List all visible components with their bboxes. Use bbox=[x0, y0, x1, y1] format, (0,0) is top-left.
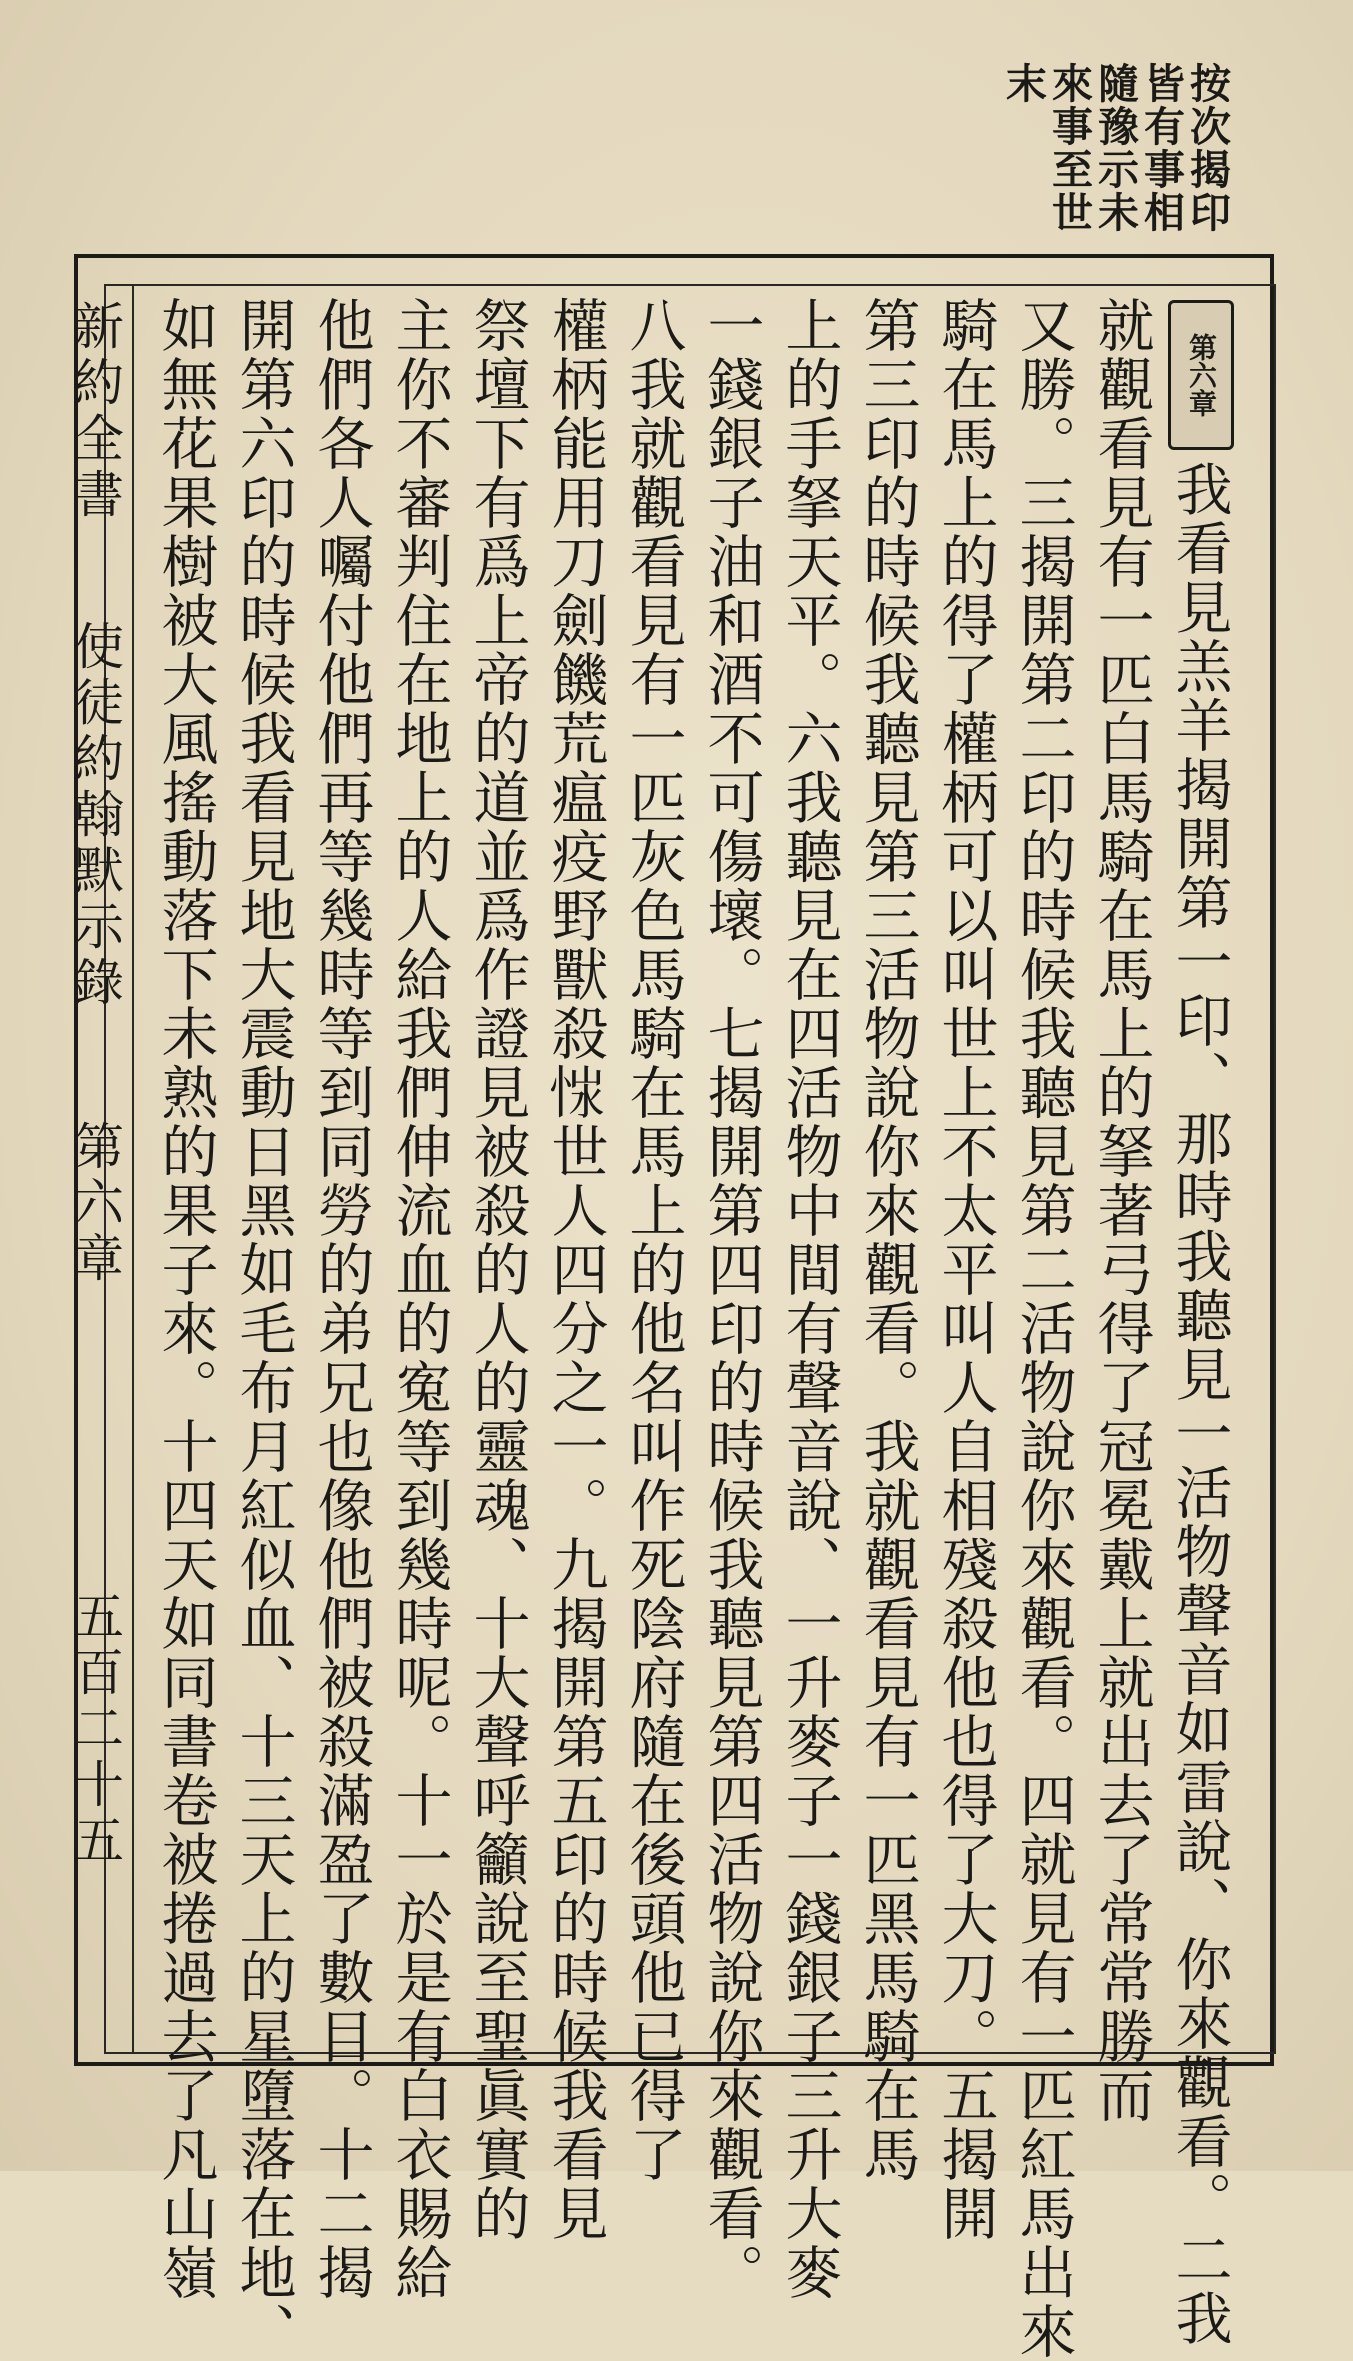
margin-book-name: 使徒約翰默示錄 bbox=[66, 620, 124, 1012]
text-column-5: 第三印的時候我聽見第三活物說你來觀看。我就觀看見有一匹黑馬騎在馬 bbox=[854, 296, 920, 2184]
text-column-1: 我看見羔羊揭開第一印、那時我聽見一活物聲音如雷說、你來觀看。二我 bbox=[1166, 460, 1232, 2348]
text-column-10: 祭壇下有爲上帝的道並爲作證見被殺的人的靈魂、十大聲呼籲說至聖眞實的 bbox=[464, 296, 530, 2243]
margin-divider bbox=[132, 284, 134, 2054]
text-column-7: 一錢銀子油和酒不可傷壞。七揭開第四印的時候我聽見第四活物說你來觀看。 bbox=[698, 296, 764, 2302]
text-column-8: 八我就觀看見有一匹灰色馬騎在馬上的他名叫作死陰府隨在後頭他已得了 bbox=[620, 296, 686, 2184]
margin-book-title: 新約全書 bbox=[66, 300, 124, 524]
text-column-11: 主你不審判住在地上的人給我們伸流血的寃等到幾時呢。十一於是有白衣賜給 bbox=[386, 296, 452, 2302]
headnote-column-2: 皆有事相 bbox=[1137, 62, 1185, 234]
text-column-12: 他們各人囑付他們再等幾時等到同勞的弟兄也像他們被殺滿盈了數目。十二揭 bbox=[308, 296, 374, 2302]
headnote-column-5: 末 bbox=[999, 62, 1047, 105]
text-column-3: 又勝。三揭開第二印的時候我聽見第二活物說你來觀看。四就見有一匹紅馬出來 bbox=[1010, 296, 1076, 2361]
margin-chapter: 第六章 bbox=[66, 1120, 124, 1288]
headnote-column-3: 隨豫示未 bbox=[1091, 62, 1139, 234]
text-column-6: 上的手拏天平。六我聽見在四活物中間有聲音說、一升麥子一錢銀子三升大麥 bbox=[776, 296, 842, 2302]
headnote-column-1: 按次揭印 bbox=[1183, 62, 1231, 234]
text-column-2: 就觀看見有一匹白馬騎在馬上的拏著弓得了冠冕戴上就出去了常常勝而 bbox=[1088, 296, 1154, 2125]
text-column-4: 騎在馬上的得了權柄可以叫世上不太平叫人自相殘殺他也得了大刀。五揭開 bbox=[932, 296, 998, 2243]
chapter-label: 第六章 bbox=[1168, 300, 1234, 450]
text-column-14: 如無花果樹被大風搖動落下未熟的果子來。十四天如同書卷被捲過去了凡山嶺 bbox=[152, 296, 218, 2302]
headnote-column-4: 來事至世 bbox=[1045, 62, 1093, 234]
margin-page-number: 五百二十五 bbox=[66, 1590, 124, 1870]
text-column-13: 開第六印的時候我看見地大震動日黑如毛布月紅似血、十三天上的星墮落在地、 bbox=[230, 296, 296, 2361]
text-column-9: 權柄能用刀劍饑荒瘟疫野獸殺𢚭世人四分之一。九揭開第五印的時候我看見 bbox=[542, 296, 608, 2243]
